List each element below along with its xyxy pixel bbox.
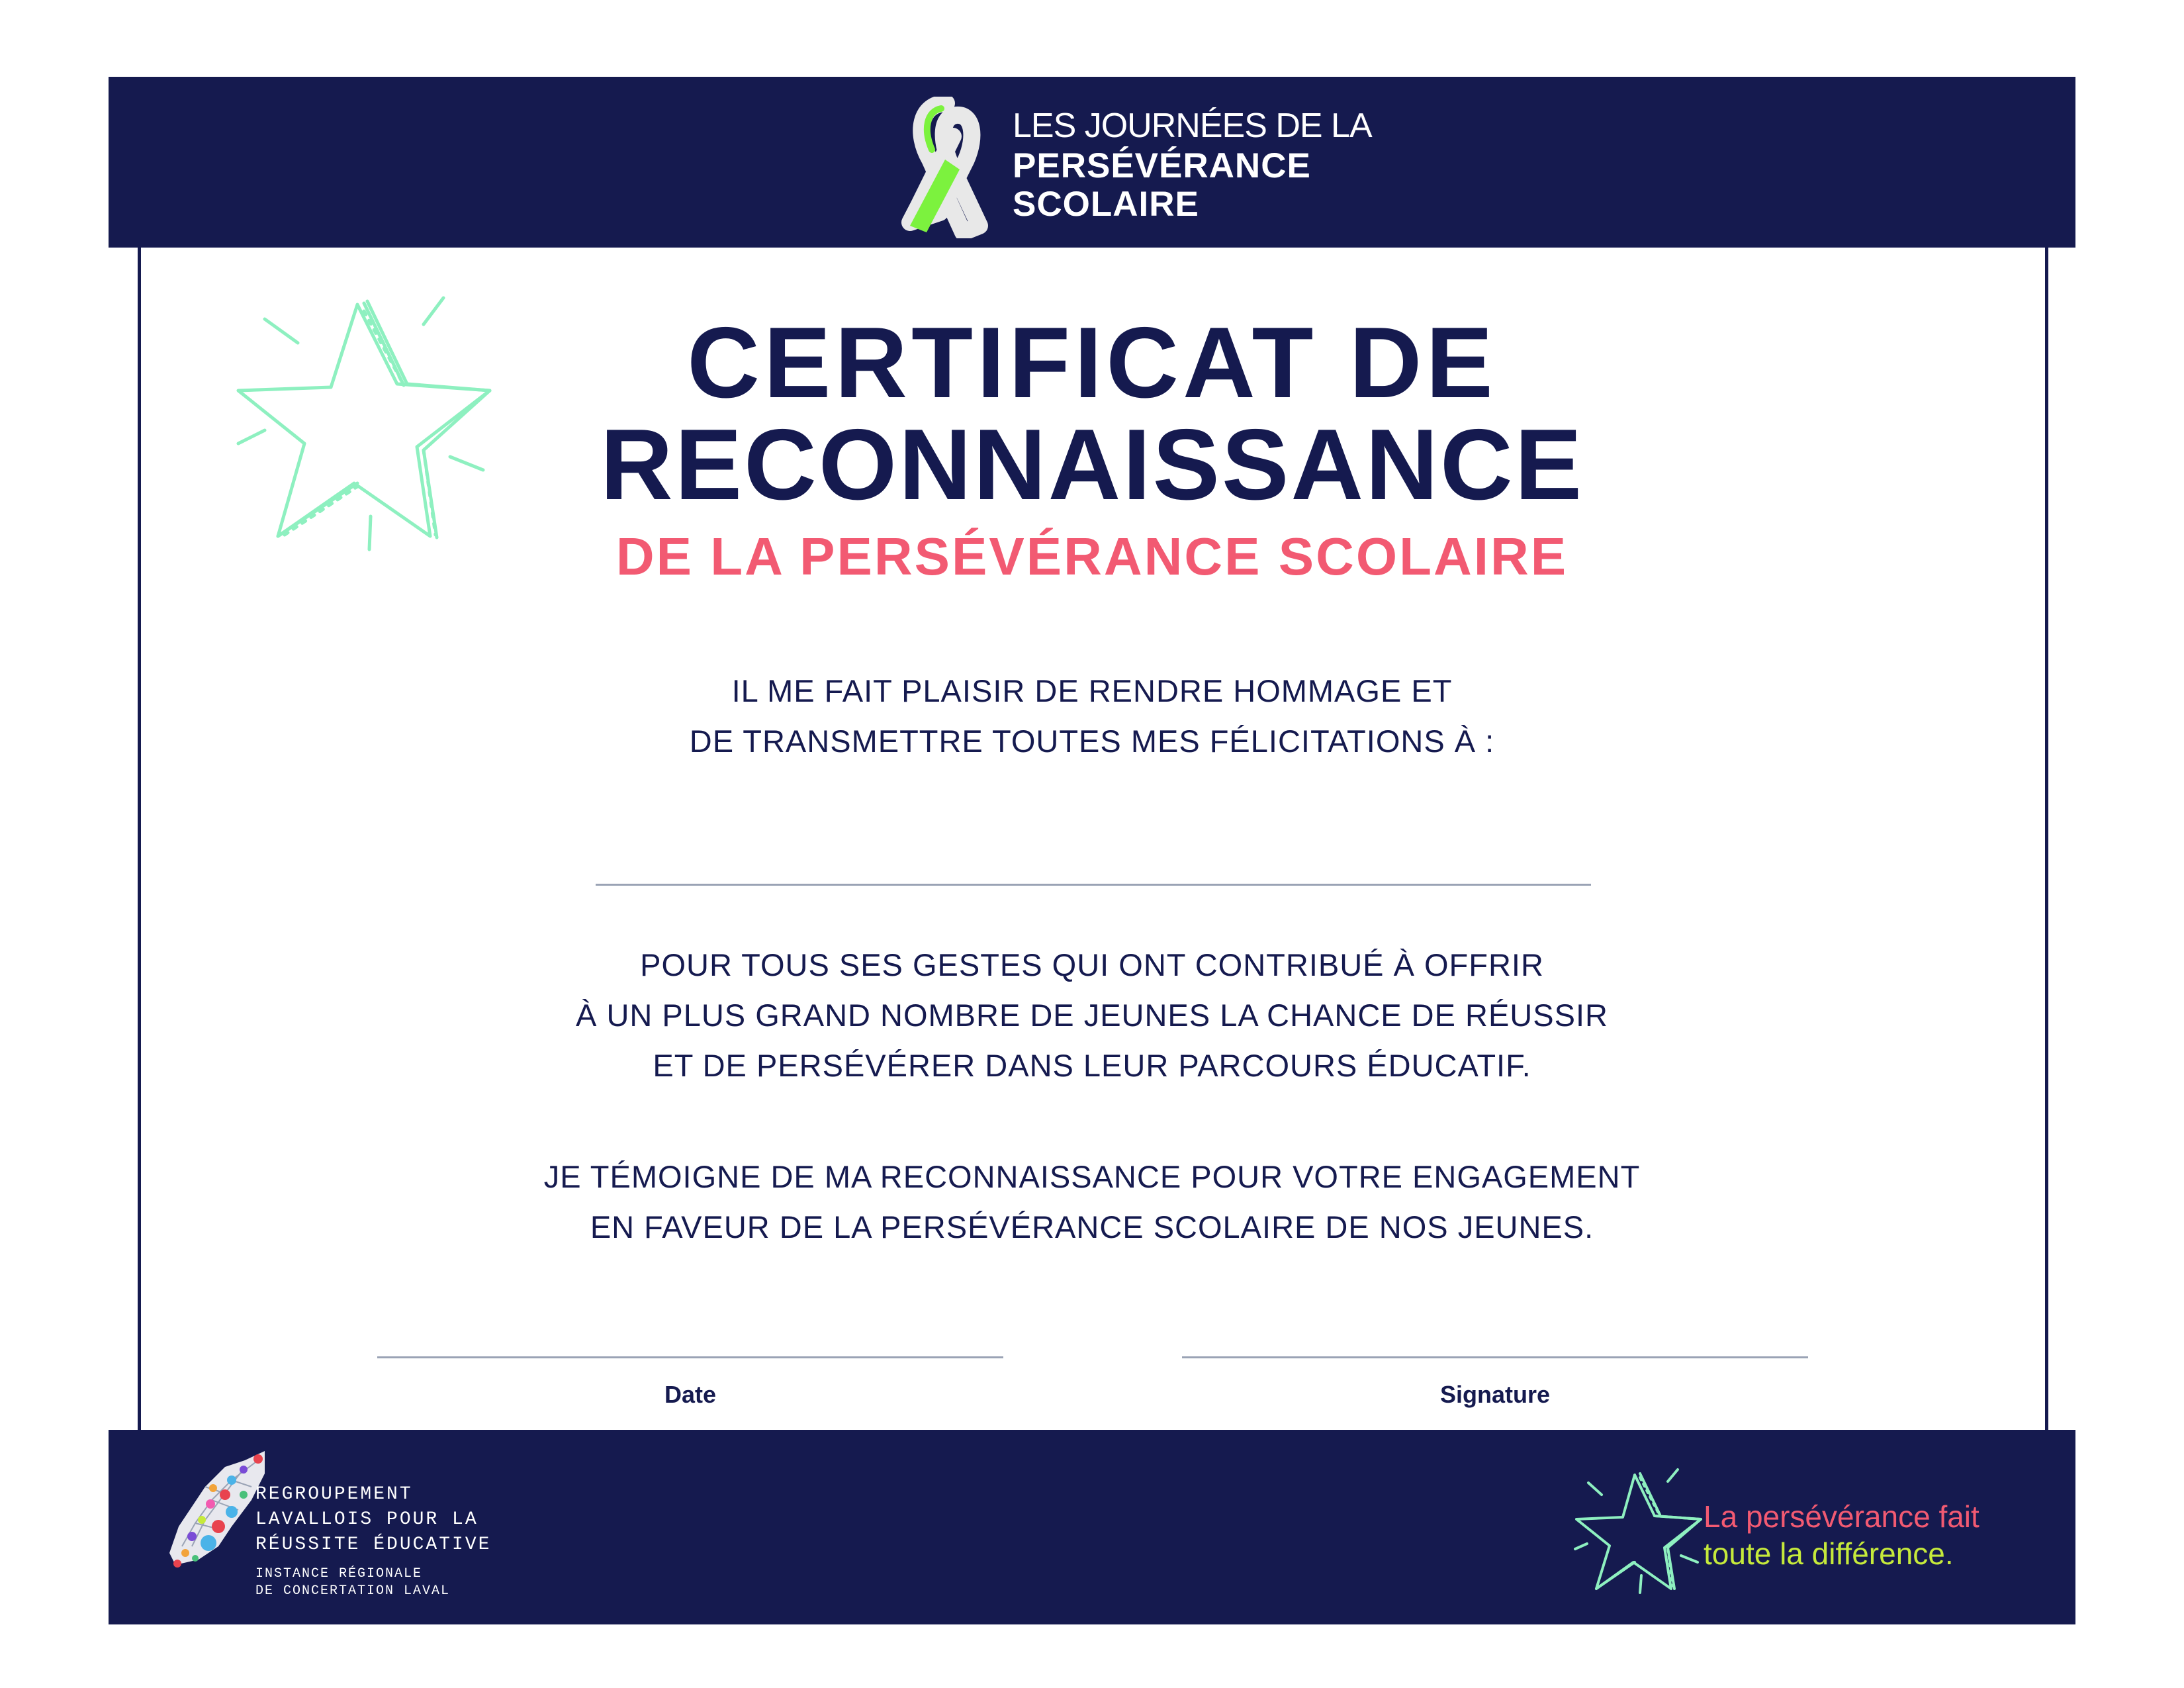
org-name-line-1: REGROUPEMENT xyxy=(255,1484,413,1505)
date-label: Date xyxy=(664,1381,717,1408)
thanks-text-line-1: JE TÉMOIGNE DE MA RECONNAISSANCE POUR VOTRE ENGAGEMENT xyxy=(543,1159,1641,1194)
certificate-title-line-1: CERTIFICAT DE xyxy=(687,306,1497,419)
reason-text-line-2: À UN PLUS GRAND NOMBRE DE JEUNES LA CHANCE DE RÉUSSIR xyxy=(576,998,1608,1033)
logo-line-2: PERSÉVÉRANCE xyxy=(1013,146,1311,185)
intro-text-line-2: DE TRANSMETTRE TOUTES MES FÉLICITATIONS À : xyxy=(689,724,1495,759)
reason-text-line-1: POUR TOUS SES GESTES QUI ONT CONTRIBUÉ À OFFRIR xyxy=(640,947,1544,982)
thanks-text-line-2: EN FAVEUR DE LA PERSÉVÉRANCE SCOLAIRE DE NOS JEUNES. xyxy=(590,1209,1594,1244)
logo-line-1: LES JOURNÉES DE LA xyxy=(1013,107,1372,145)
date-line[interactable] xyxy=(377,1356,1003,1358)
ribbon-icon xyxy=(900,97,993,238)
signature-line[interactable] xyxy=(1182,1356,1808,1358)
signature-label: Signature xyxy=(1439,1381,1551,1408)
org-subtitle-line-1: INSTANCE RÉGIONALE xyxy=(255,1566,423,1581)
org-name-line-3: RÉUSSITE ÉDUCATIVE xyxy=(255,1534,492,1555)
footer-star-icon xyxy=(1569,1463,1707,1595)
intro-text-line-1: IL ME FAIT PLAISIR DE RENDRE HOMMAGE ET xyxy=(731,673,1453,708)
recipient-name-line[interactable] xyxy=(596,884,1591,886)
certificate-title-line-2: RECONNAISSANCE xyxy=(600,408,1584,521)
reason-text-line-3: ET DE PERSÉVÉRER DANS LEUR PARCOURS ÉDUCATIF. xyxy=(653,1048,1531,1083)
org-subtitle-line-2: DE CONCERTATION LAVAL xyxy=(255,1583,451,1599)
slogan-line-1: La persévérance fait xyxy=(1704,1499,1979,1534)
logo-line-3: SCOLAIRE xyxy=(1013,185,1199,224)
slogan-line-2: toute la différence. xyxy=(1704,1536,1954,1571)
certificate-subtitle: DE LA PERSÉVÉRANCE SCOLAIRE xyxy=(615,527,1569,586)
org-name-line-2: LAVALLOIS POUR LA xyxy=(255,1509,478,1530)
